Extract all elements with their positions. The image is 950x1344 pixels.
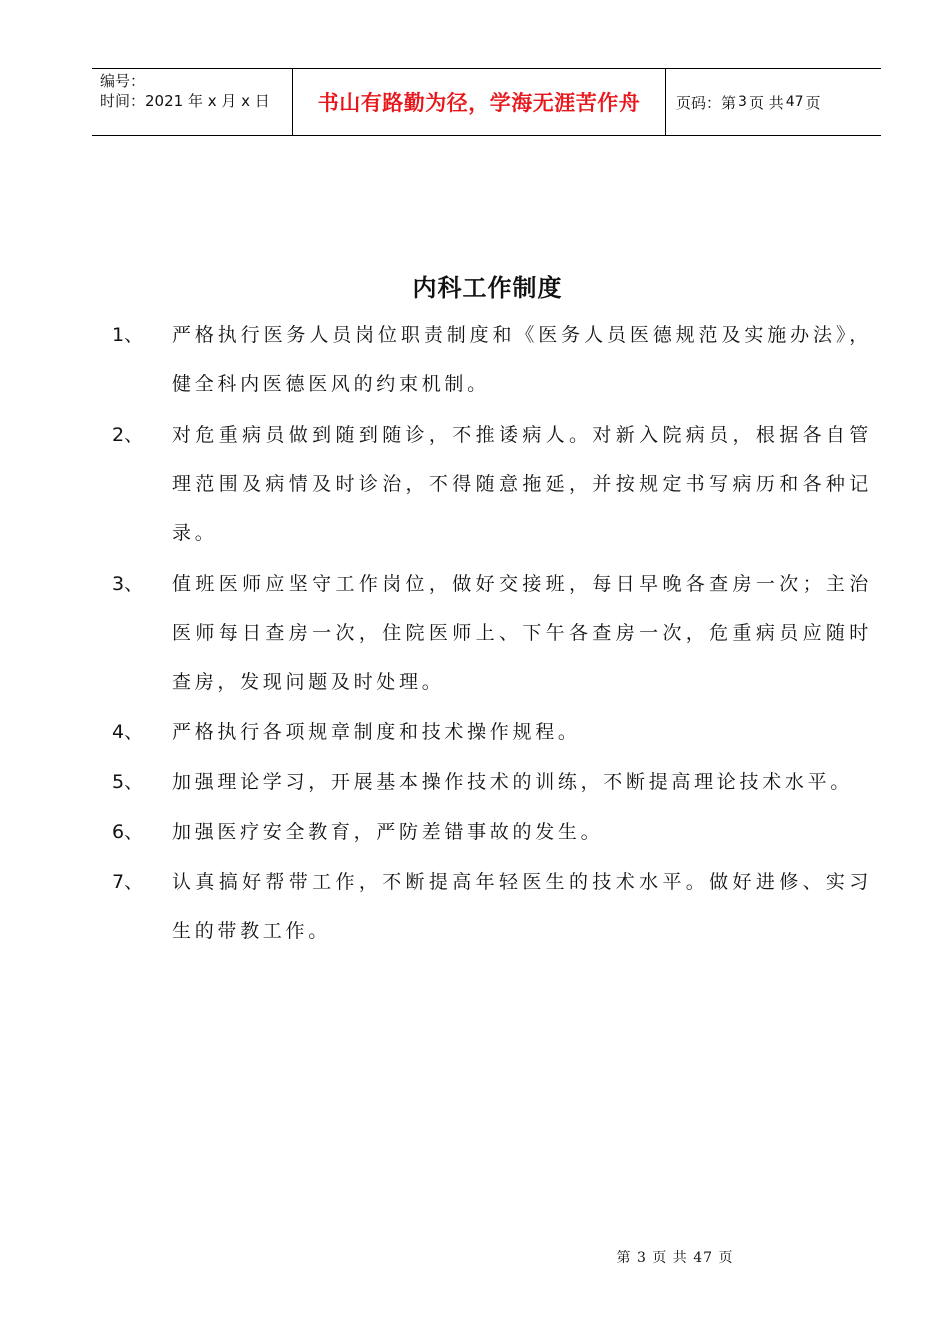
rule-number: 2、 xyxy=(112,424,144,446)
rule-number: 3、 xyxy=(112,573,144,595)
rule-number: 4、 xyxy=(112,721,144,743)
header-page-info xyxy=(666,69,881,135)
rule-text: 严格执行各项规章制度和技术操作规程。 xyxy=(172,721,581,743)
rule-number: 5、 xyxy=(112,771,144,793)
rule-text: 值班医师应坚守工作岗位，做好交接班，每日早晚各查房一次；主治医师每日查房一次，住院医师上、下午各查房一次，危重病员应随时查房，发现问题及时处理。 xyxy=(172,573,872,693)
document-title: 内科工作制度 xyxy=(412,274,563,302)
time-label: 时间：2021 年 x 月 x 日 xyxy=(100,92,270,110)
rule-number: 1、 xyxy=(112,324,144,346)
page-footer: 第 3 页 共 47 页 xyxy=(616,1250,734,1266)
header-meta xyxy=(92,69,293,135)
page-end: 页 xyxy=(805,93,821,112)
rule-text: 严格执行医务人员岗位职责制度和《医务人员医德规范及实施办法》，健全科内医德医风的约束机制。 xyxy=(172,324,872,395)
rule-text: 加强理论学习，开展基本操作技术的训练，不断提高理论技术水平。 xyxy=(172,771,854,793)
rule-text: 认真搞好帮带工作，不断提高年轻医生的技术水平。做好进修、实习生的带教工作。 xyxy=(172,871,872,942)
rule-text: 对危重病员做到随到随诊，不推诿病人。对新入院病员，根据各自管理范围及病情及时诊治，不得随意拖延，并按规定书写病历和各种记录。 xyxy=(172,424,872,544)
page-total: 47 xyxy=(785,94,804,110)
rule-number: 7、 xyxy=(112,871,144,893)
page-mid: 页 共 xyxy=(748,93,784,112)
page-label: 页码：第 xyxy=(676,93,737,112)
page-number: 3 xyxy=(738,94,747,110)
code-label: 编号： xyxy=(100,72,146,90)
header-table xyxy=(92,68,881,136)
rule-text: 加强医疗安全教育，严防差错事故的发生。 xyxy=(172,821,604,843)
rule-number: 6、 xyxy=(112,821,144,843)
header-motto: 书山有路勤为径，学海无涯苦作舟 xyxy=(293,69,666,135)
